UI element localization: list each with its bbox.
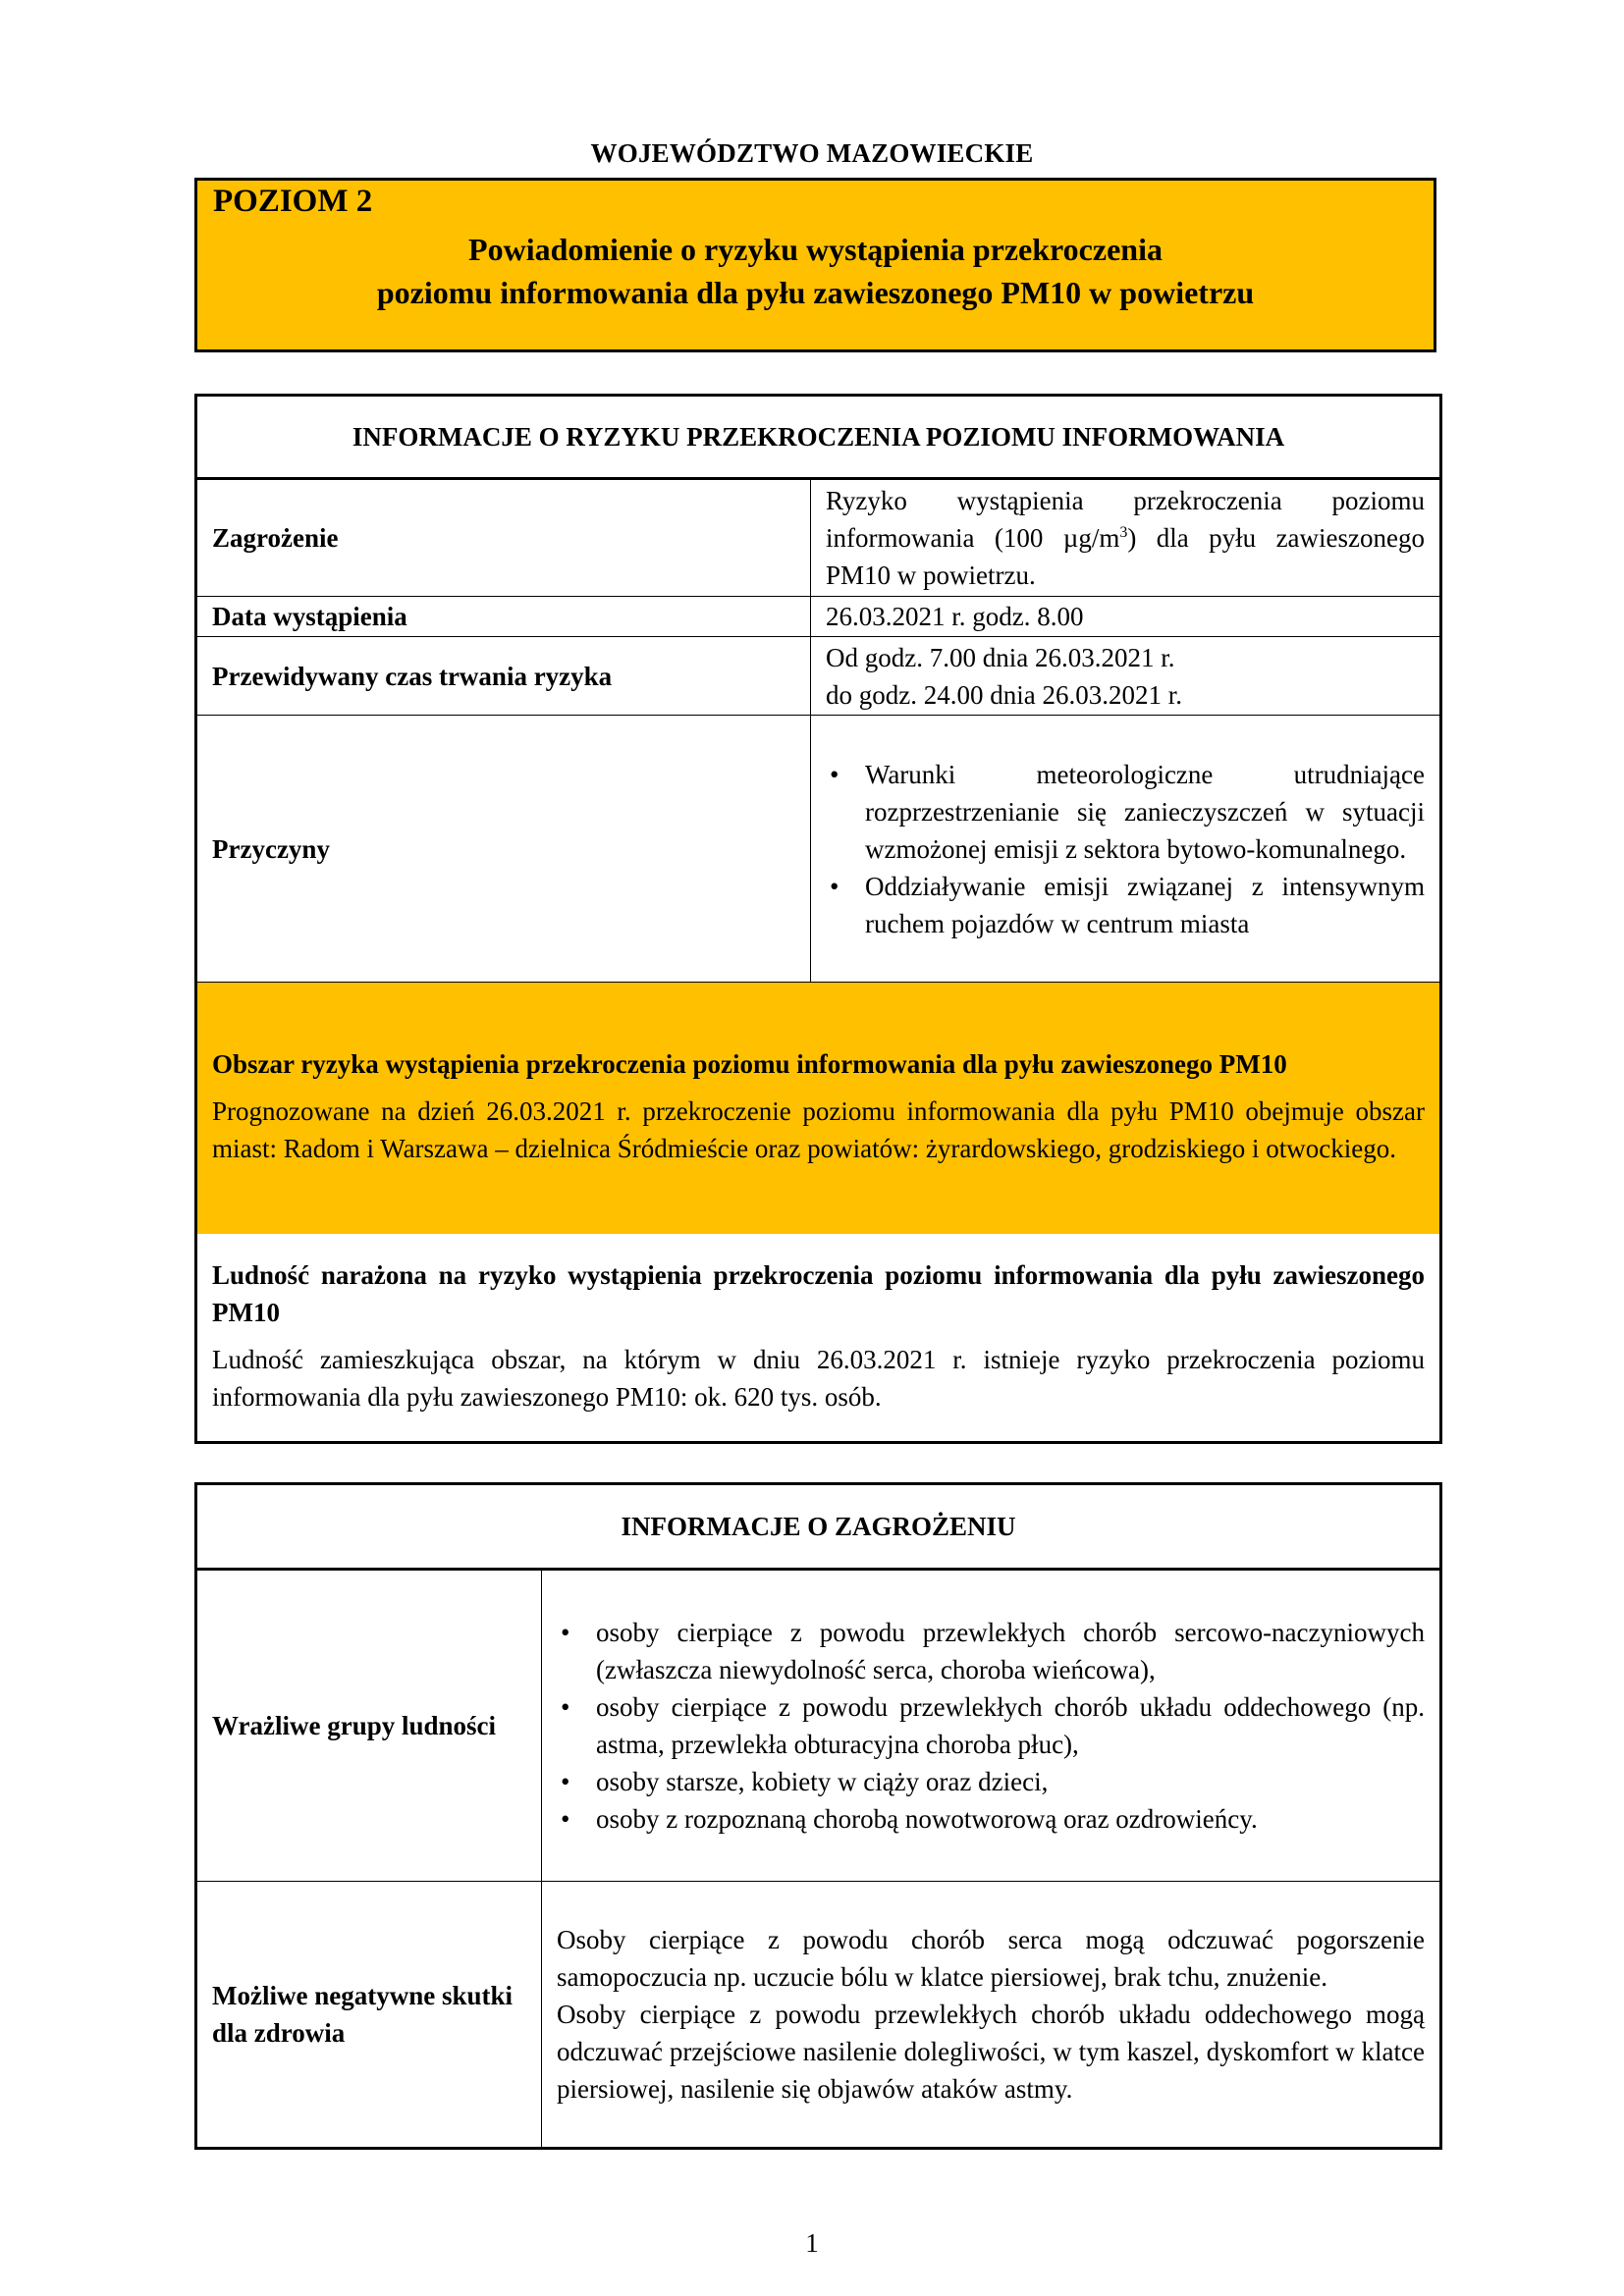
threat-info-table [194, 1482, 1442, 2150]
row-label: Przyczyny [196, 716, 811, 983]
notification-title [197, 228, 1434, 314]
sensitive-groups-list [542, 1570, 1441, 1882]
table-row [196, 1882, 1441, 2149]
bullet-icon: • [561, 1804, 570, 1834]
risk-info-table [194, 394, 1442, 1444]
list-item: • osoby z rozpoznaną chorobą nowotworową oraz ozdrowieńcy. [596, 1800, 1425, 1838]
table-row [196, 479, 1441, 597]
health-effects: Osoby cierpiące z powodu chorób serca mogą odczuwać pogorszenie samopoczucia np. uczucie bólu w klatce piersiowej, brak tchu, znużenie. Osoby cierpiące z powodu przewlekłych chorób układu oddechowego mogą odczuwać przejściowe nasilenie dolegliwości, w tym kaszel, dyskomfort w klatce piersiowej, nasilenie się objawów ataków astmy. [542, 1882, 1441, 2149]
area-heading: Obszar ryzyka wystąpienia przekroczenia poziomu informowania dla pyłu zawieszonego PM10 [212, 1049, 1287, 1079]
bullet-icon: • [561, 1618, 570, 1647]
list-item: • osoby starsze, kobiety w ciąży oraz dzieci, [596, 1763, 1425, 1800]
region-title: WOJEWÓDZTWO MAZOWIECKIE [590, 138, 1034, 168]
level-banner [194, 178, 1436, 352]
causes-list [811, 716, 1441, 983]
list-item: • osoby cierpiące z powodu przewlekłych chorób sercowo-naczyniowych (zwłaszcza niewydolność serca, choroba wieńcowa), [596, 1614, 1425, 1688]
list-item: • Oddziaływanie emisji związanej z intensywnym ruchem pojazdów w centrum miasta [865, 868, 1425, 942]
level-label: POZIOM 2 [213, 184, 373, 219]
table-row [196, 597, 1441, 637]
row-label: Możliwe negatywne skutki dla zdrowia [196, 1882, 542, 2149]
title-line-2: poziomu informowania dla pyłu zawieszonego PM10 w powietrzu [376, 275, 1255, 310]
population-section [196, 1234, 1441, 1443]
row-label: Przewidywany czas trwania ryzyka [196, 637, 811, 716]
list-item: • Warunki meteorologiczne utrudniające rozprzestrzenianie się zanieczyszczeń w sytuacji wzmożonej emisji z sektora bytowo-komunalnego. [865, 756, 1425, 868]
table-row [196, 637, 1441, 716]
population-text: Ludność zamieszkująca obszar, na którym w dniu 26.03.2021 r. istnieje ryzyko przekroczenia poziomu informowania dla pyłu zawieszonego PM10: ok. 620 tys. osób. [212, 1344, 1426, 1412]
title-line-1: Powiadomienie o ryzyku wystąpienia przekroczenia [468, 232, 1163, 267]
area-text: Prognozowane na dzień 26.03.2021 r. przekroczenie poziomu informowania dla pyłu PM10 obejmuje obszar miast: Radom i Warszawa – dzielnica Śródmieście oraz powiatów: żyrardowskiego, grodziskiego i otwockiego. [212, 1096, 1426, 1163]
bullet-icon: • [561, 1692, 570, 1722]
area-section [196, 983, 1441, 1235]
list-item: • osoby cierpiące z powodu przewlekłych chorób układu oddechowego (np. astma, przewlekła obturacyjna choroba płuc), [596, 1688, 1425, 1763]
page-number: 1 [805, 2228, 819, 2258]
table-row [196, 716, 1441, 983]
risk-table-title: INFORMACJE O RYZYKU PRZEKROCZENIA POZIOMU INFORMOWANIA [196, 396, 1441, 479]
bullet-icon: • [830, 871, 839, 901]
date-value: 26.03.2021 r. godz. 8.00 [811, 597, 1441, 637]
population-heading: Ludność narażona na ryzyko wystąpienia przekroczenia poziomu informowania dla pyłu zawieszonego PM10 [212, 1259, 1426, 1327]
threat-table-title: INFORMACJE O ZAGROŻENIU [196, 1484, 1441, 1570]
table-row [196, 1570, 1441, 1882]
row-label: Data wystąpienia [196, 597, 811, 637]
row-label: Wrażliwe grupy ludności [196, 1570, 542, 1882]
duration-value: Od godz. 7.00 dnia 26.03.2021 r. do godz. 24.00 dnia 26.03.2021 r. [811, 637, 1441, 716]
threat-value: Ryzyko wystąpienia przekroczenia poziomu informowania (100 $\mu g/m^3$) dla pyłu zawieszonego PM10 w powietrzu. [811, 479, 1441, 597]
bullet-icon: • [561, 1767, 570, 1796]
bullet-icon: • [830, 759, 839, 789]
row-label: Zagrożenie [196, 479, 811, 597]
